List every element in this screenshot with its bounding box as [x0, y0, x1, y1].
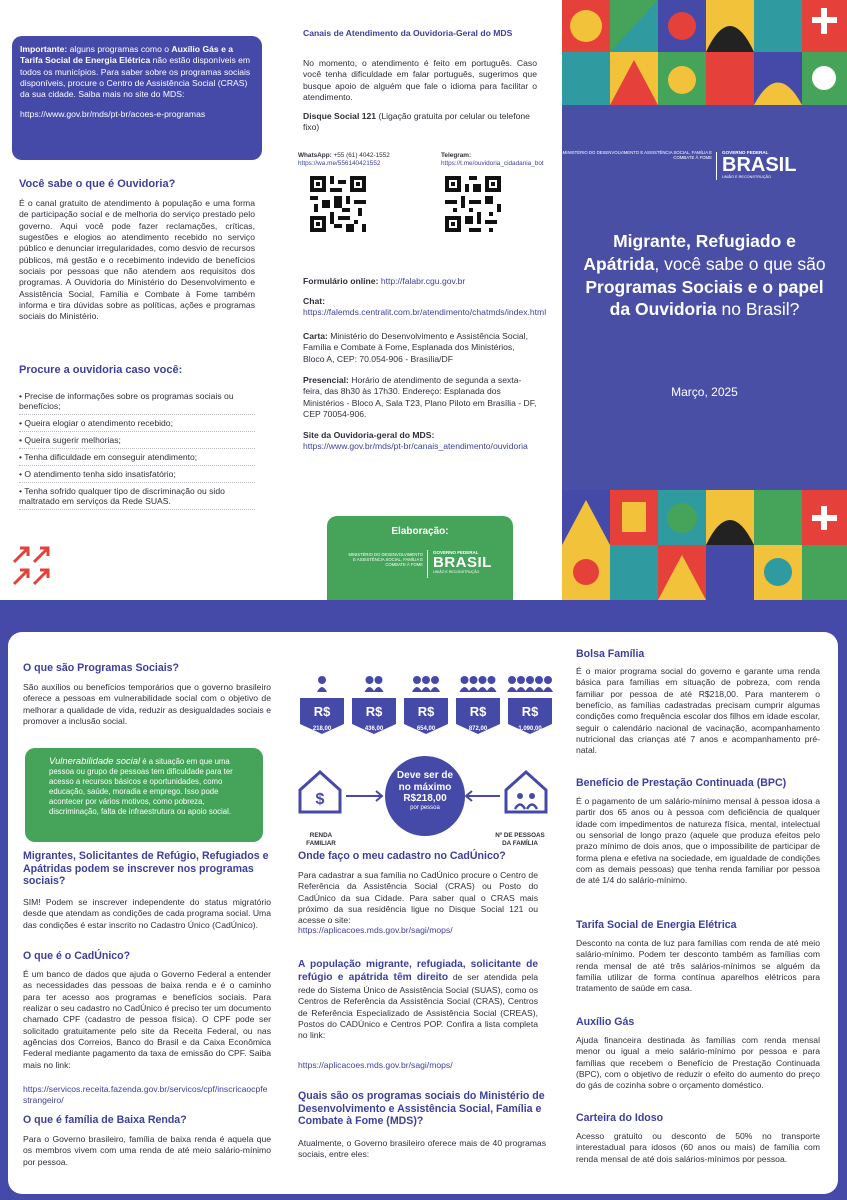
vuln-bold: Vulnerabilidade social	[49, 755, 141, 766]
presencial-text: Horário de atendimento de segunda a sexta-feira, das 8h30 às 17h30. Endereço: Esplanada dos Ministérios - Bloco A, Sala T23, Plano Piloto em Brasília - DF, CEP 70054-906.	[303, 375, 537, 420]
cadunico-title: O que é o CadÚnico?	[23, 950, 131, 962]
tarifa-text: Desconto na conta de luz para famílias com renda de até meio salário-mínimo. Podem ter desconto também as famílias com renda mensal de até três salários-mínimos se alguém da família utilizar de forma contínua aparelhos elétricos para tratamento de saúde em casa.	[576, 938, 820, 994]
income-value: 872,00	[468, 726, 488, 732]
chat-link[interactable]: https://falemds.centralit.com.br/atendimento/chatmds/index.html	[303, 307, 547, 318]
populacao-block	[298, 958, 538, 1042]
person-body-icon	[543, 687, 553, 692]
income-value: 218,00	[312, 726, 332, 732]
person-body-icon	[421, 687, 431, 692]
carta-label: Carta:	[303, 331, 328, 341]
ouvidoria-text: É o canal gratuito de atendimento à população e uma forma de participação social e de melhoria do serviço prestado pelo governo. Aqui você pode fazer reclamações, críticas, sugestões e elogios ao atendimento recebido no serviço público e denunciar irregularidades, como desvio de recursos públicos, má gestão e o recebimento indevido de benefícios sociais por pessoas que não atendem aos requisitos dos programas. A Ouvidoria do Ministério do Desenvolvimento e Assistência Social, Família e Combate à Fome também informa e tira dúvidas sobre as políticas, ações e programas sociais do Ministério.	[19, 198, 255, 322]
telegram-label: Telegram:	[441, 152, 472, 159]
bolsa-text: É o maior programa social do governo e garante uma renda básica para famílias em situação de pobreza, com renda familiar por pessoa de até R$218,00. Para manterem o benefício, as famílias cadastradas precisam cumprir algumas condições como frequência escolar dos filhos em idade escolar, seguir o calendário nacional de vacinação, acompanhamento nutricional das crianças até 7 anos e acompanhamento pré-natal.	[576, 666, 820, 756]
person-body-icon	[525, 687, 535, 692]
person-head-icon	[461, 676, 469, 684]
income-value: 654,00	[416, 726, 436, 732]
quais-title: Quais são os programas sociais do Ministério de Desenvolvimento e Assistência Social, Família e Combate à Fome (MDS)?	[298, 1090, 545, 1128]
carta-line	[303, 331, 537, 365]
cover-title-bold1: Migrante, Refugiado e Apátrida	[583, 231, 796, 274]
income-value: 436,00	[364, 726, 384, 732]
baixa-renda-text: Para o Governo brasileiro, família de baixa renda é aquela que os membros vivem com uma renda de até meio salário-mínimo por pessoa.	[23, 1134, 271, 1167]
elaboracao-card	[327, 516, 513, 600]
bpc-text: É o pagamento de um salário-mínimo mensal à pessoa idosa a partir dos 65 anos ou à pessoa com deficiência de qualquer idade com impedimentos de natureza física, mental, intelectual ou sensorial de longo prazo (aquele que produza efeitos pelo prazo mínimo de dois anos, que o impossibilite de participar de forma plena e efetiva na sociedade, em igualdade de condições com as demais pessoas) que tenha renda familiar por pessoa de até 1/4 do salário-mínimo.	[576, 796, 820, 886]
bolsa-title: Bolsa Família	[576, 648, 645, 660]
chat-line	[303, 296, 547, 319]
important-notice-card	[12, 36, 262, 160]
arrow-left-icon	[466, 791, 500, 801]
cover-divider	[716, 152, 717, 180]
cover-title	[582, 230, 827, 321]
person-head-icon	[470, 676, 478, 684]
person-body-icon	[487, 687, 497, 692]
money-symbol: R$	[521, 704, 539, 719]
telegram-info	[441, 152, 544, 169]
onde-link[interactable]: https://aplicacoes.mds.gov.br/sagi/mops/	[298, 925, 453, 935]
baixa-renda-title: O que é família de Baixa Renda?	[23, 1114, 187, 1126]
person-body-icon	[507, 687, 517, 692]
person-body-icon	[478, 687, 488, 692]
notice-link[interactable]: https://www.gov.br/mds/pt-br/acoes-e-programas	[20, 108, 206, 119]
chat-label: Chat:	[303, 296, 325, 306]
cover-gov-logo	[722, 150, 796, 179]
migrantes-text: SIM! Podem se inscrever independente do status migratório desde que atendam as condições de cada programa social. Uma das condições é estar inscrito no Cadastro Único (CadÚnico).	[23, 897, 271, 930]
cover-bottom-pattern	[562, 490, 847, 600]
arrow-right-icon	[346, 791, 382, 801]
programas-text: São auxílios ou benefícios temporários que o governo brasileiro oferece a pessoas em vulnerabilidade social com o objetivo de melhorar a qualidade de vida, reduzir as desigualdades sociais e promover a inclusão social.	[23, 682, 271, 727]
bpc-title: Benefício de Prestação Continuada (BPC)	[576, 777, 787, 789]
formulario-link[interactable]: http://falabr.cgu.gov.br	[378, 276, 466, 286]
migrantes-title: Migrantes, Solicitantes de Refúgio, Refugiados e Apátridas podem se inscrever nos programas sociais?	[23, 850, 269, 888]
gov-small: GOVERNO FEDERAL	[433, 550, 479, 555]
idoso-title: Carteira do Idoso	[576, 1112, 664, 1124]
family-head-icon	[529, 793, 535, 799]
formulario-line	[303, 276, 537, 286]
gas-title: Auxílio Gás	[576, 1016, 635, 1028]
procure-item: • Precise de informações sobre os programas sociais ou benefícios;	[19, 388, 255, 415]
money-symbol: R$	[417, 704, 435, 719]
limite-line4: por pessoa	[410, 804, 440, 811]
ouvidoria-title: Você sabe o que é Ouvidoria?	[19, 178, 176, 190]
whatsapp-info	[298, 152, 418, 169]
family-bodies-icon	[515, 805, 537, 810]
populacao-bold: A população migrante, refugiada, solicitante de refúgio e apátrida têm direito	[298, 959, 538, 984]
telegram-link[interactable]: https://t.me/ouvidoria_cidadania_bot	[441, 160, 544, 168]
elaboracao-gov-logo	[433, 550, 503, 574]
person-body-icon	[534, 687, 544, 692]
onde-text: Para cadastrar a sua família no CadÚnico procure o Centro de Referência da Assistência Social (CRAS) ou Posto do CadÚnico da sua Cidade. Para saber qual o CRAS mais próximo da sua residência ligue no Disque Social 121 ou acesse o site:	[298, 870, 538, 926]
income-value: 1.090,00	[518, 726, 542, 732]
person-head-icon	[508, 676, 516, 684]
notice-bold2: Auxílio Gás e a Tarifa Social de Energia Elétrica	[20, 44, 234, 66]
tarifa-title: Tarifa Social de Energia Elétrica	[576, 919, 737, 931]
cadunico-text: É um banco de dados que ajuda o Governo Federal a entender as necessidades das pessoas de baixa renda e é o caminho para ter acesso aos programas e benefícios sociais. Para realizar o seu cadastro no CadÚnico é preciso ter um documento chamado CPF (cadastro de pessoa física). O CPF pode ser solicitado gratuitamente pelo site da Receita Federal, ou nas agências dos Correios, Banco do Brasil e da Caixa Econômica Federal mediante pagamento da taxa de emissão do CPF. Saiba mais no link:	[23, 969, 271, 1070]
notice-text2: não estão disponíveis em todos os municípios. Para saber sobre os programas sociais disponíveis, procure o Centro de Assistência Social (CRAS) da sua cidade. Saiba mais no site do MDS:	[20, 55, 251, 100]
notice-bold: Importante:	[20, 44, 68, 54]
vuln-text: é a situação em que uma pessoa ou grupo de pessoas tem dificuldade para ter acesso a recursos básicos e oportunidades, como educação, saúde, moradia e emprego. Isso pode acontecer por vários motivos, como pobreza, discriminação, falta de infraestrutura ou apoio social.	[49, 757, 233, 816]
person-body-icon	[430, 687, 440, 692]
whatsapp-link[interactable]: https://wa.me/556140421552	[298, 160, 381, 168]
person-head-icon	[375, 676, 383, 684]
presencial-line	[303, 375, 537, 420]
person-body-icon	[412, 687, 422, 692]
cover-brasil: BRASIL	[722, 154, 797, 176]
cover-ministry: MINISTÉRIO DO DESENVOLVIMENTO E ASSISTÊNCIA SOCIAL, FAMÍLIA E COMBATE À FOME	[562, 150, 712, 161]
limite-line1: Deve ser de	[396, 770, 454, 781]
cover-title-reg1: , você sabe o que são	[654, 253, 826, 274]
disque-bold: Disque Social 121	[303, 111, 377, 121]
person-head-icon	[479, 676, 487, 684]
populacao-text: de ser atendida pela rede do Sistema Único de Assistência Social (SUAS), como os Centros de Referência da Assistência Social (CRAS), Centros de Referência Especializado de Assistência Social (CREAS), Postos do CADÚnico e Centros POP. Confira a lista completa no link:	[298, 972, 538, 1041]
site-line	[303, 430, 537, 453]
renda-label: RENDA FAMILIAR	[306, 832, 336, 847]
procure-list	[19, 388, 255, 510]
cover-title-bold2: Programas Sociais e o papel da Ouvidoria	[585, 276, 824, 320]
presencial-label: Presencial:	[303, 375, 349, 385]
procure-item: • Queira sugerir melhorias;	[19, 432, 255, 449]
idoso-text: Acesso gratuito ou desconto de 50% no transporte interestadual para idosos (60 anos ou mais) de família com renda mensal de até dois salários-mínimos por pessoa.	[576, 1131, 820, 1164]
populacao-link[interactable]: https://aplicacoes.mds.gov.br/sagi/mops/	[298, 1060, 453, 1070]
limite-circle	[385, 756, 465, 836]
limite-line3: R$218,00	[403, 793, 447, 804]
person-head-icon	[413, 676, 421, 684]
procure-title: Procure a ouvidoria caso você:	[19, 364, 183, 376]
person-head-icon	[318, 676, 326, 684]
canais-title: Canais de Atendimento da Ouvidoria-Geral do MDS	[303, 28, 513, 38]
person-head-icon	[517, 676, 525, 684]
carta-text: Ministério do Desenvolvimento e Assistência Social, Família e Combate à Fome, Esplanada dos Ministérios, Bloco A, CEP: 70.054-906 - Brasília/DF	[303, 331, 528, 364]
cover-uniao: UNIÃO E RECONSTRUÇÃO	[722, 175, 771, 179]
uniao-small: UNIÃO E RECONSTRUÇÃO	[433, 570, 480, 574]
formulario-label: Formulário online:	[303, 276, 379, 286]
site-label: Site da Ouvidoria-geral do MDS:	[303, 430, 435, 440]
money-symbol: R$	[313, 704, 331, 719]
quais-text: Atualmente, o Governo brasileiro oferece mais de 40 programas sociais, entre eles:	[298, 1138, 546, 1160]
disque-text: (Ligação gratuita por celular ou telefone fixo)	[303, 111, 530, 133]
cadunico-link[interactable]: https://servicos.receita.fazenda.gov.br/servicos/cpf/inscricaocpfestrangeiro/	[23, 1084, 268, 1106]
money-symbol: R$	[469, 704, 487, 719]
pessoas-label: Nº DE PESSOAS DA FAMÍLIA	[495, 832, 545, 847]
inner-side	[8, 632, 838, 1194]
cover-top-pattern	[562, 0, 847, 105]
whatsapp-label: WhatsApp:	[298, 152, 332, 159]
canais-text: No momento, o atendimento é feito em português. Caso você tenha dificuldade em falar português, sugerimos que busque apoio de alguém que fale o idioma para facilitar o atendimento.	[303, 58, 537, 103]
brasil-small: BRASIL	[433, 554, 492, 571]
person-body-icon	[317, 687, 327, 692]
person-body-icon	[469, 687, 479, 692]
person-head-icon	[366, 676, 374, 684]
family-head-icon	[517, 793, 523, 799]
disque-social	[303, 111, 537, 133]
person-head-icon	[422, 676, 430, 684]
notice-text: alguns programas como o	[67, 44, 172, 54]
procure-item: • Tenha dificuldade em conseguir atendimento;	[19, 449, 255, 466]
person-body-icon	[516, 687, 526, 692]
house-family-icon	[506, 772, 546, 812]
money-symbol: R$	[365, 704, 383, 719]
procure-item: • Queira elogiar o atendimento recebido;	[19, 415, 255, 432]
procure-item: • O atendimento tenha sido insatisfatório;	[19, 466, 255, 483]
person-body-icon	[374, 687, 384, 692]
procure-item: • Tenha sofrido qualquer tipo de discriminação ou sido maltratado em serviços da Rede SUAS.	[19, 483, 255, 510]
cover-date: Março, 2025	[671, 385, 738, 399]
person-body-icon	[365, 687, 375, 692]
divider	[427, 550, 428, 578]
onde-title: Onde faço o meu cadastro no CadÚnico?	[298, 850, 506, 862]
elaboracao-ministry: MINISTÉRIO DO DESENVOLVIMENTO E ASSISTÊNCIA SOCIAL, FAMÍLIA E COMBATE À FOME	[348, 552, 423, 568]
person-head-icon	[431, 676, 439, 684]
person-head-icon	[535, 676, 543, 684]
person-head-icon	[544, 676, 552, 684]
cover-panel	[562, 0, 847, 600]
programas-title: O que são Programas Sociais?	[23, 662, 180, 674]
dollar-icon: $	[315, 791, 325, 808]
gas-text: Ajuda financeira destinada às famílias com renda mensal menor ou igual a meio salário-mínimo por pessoa e para famílias que recebem o Benefício de Prestação Continuada (BPC), com o objetivo de reduzir o efeito do aumento do preço do gás de cozinha sobre o orçamento doméstico.	[576, 1035, 820, 1091]
arrows-decoration	[10, 540, 60, 590]
cover-gov: GOVERNO FEDERAL	[722, 150, 769, 155]
person-body-icon	[460, 687, 470, 692]
vulnerabilidade-card	[25, 748, 263, 842]
cover-title-reg2: no Brasil?	[716, 299, 800, 320]
telegram-qr-code[interactable]	[445, 176, 501, 232]
limite-line2: no máximo	[398, 781, 452, 793]
elaboracao-label: Elaboração:	[391, 526, 449, 537]
whatsapp-value: +55 (61) 4042-1552	[331, 152, 390, 159]
whatsapp-qr-code[interactable]	[310, 176, 366, 232]
site-link[interactable]: https://www.gov.br/mds/pt-br/canais_atendimento/ouvidoria	[303, 441, 528, 452]
person-head-icon	[526, 676, 534, 684]
person-head-icon	[488, 676, 496, 684]
